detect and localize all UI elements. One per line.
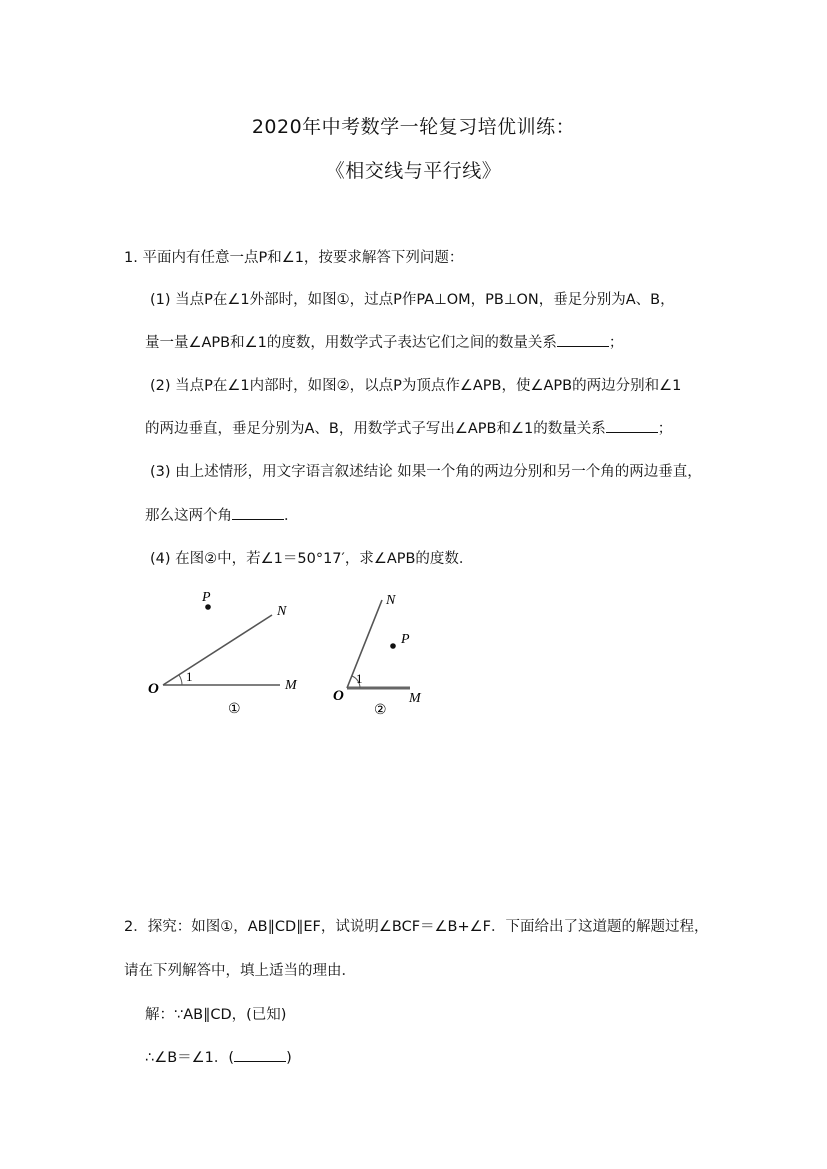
question-1-part3-line2 — [145, 504, 299, 525]
question-1-part2-line2 — [145, 417, 672, 438]
label-P: P — [202, 590, 211, 605]
answer-blank-2[interactable] — [606, 418, 658, 433]
document-title-line1: 2020年中考数学一轮复习培优训练： — [251, 116, 576, 138]
step-text: ∴∠B＝∠1．( — [145, 1050, 235, 1066]
part1-text: 量一量∠APB和∠1的度数，用数学式子表达它们之间的数量关系 — [145, 335, 557, 351]
figure-2 — [325, 585, 440, 720]
punct-period: ． — [284, 508, 299, 524]
label-N: N — [277, 604, 287, 619]
label-P: P — [401, 632, 410, 647]
punct-semicolon: ； — [657, 421, 673, 437]
figure-1-caption: ① — [228, 702, 241, 717]
angle-arc — [179, 675, 182, 685]
part3-text: 那么这两个角 — [145, 508, 232, 524]
point-P — [390, 643, 396, 649]
question-2-line1: 2．探究：如图①，AB∥CD∥EF，试说明∠BCF＝∠B+∠F．下面给出了这道题的解题过程， — [124, 919, 709, 935]
figure-2-caption: ② — [374, 703, 387, 718]
answer-blank-1[interactable] — [557, 332, 609, 347]
label-N: N — [386, 593, 396, 608]
question-2-line2: 请在下列解答中，填上适当的理由． — [124, 963, 356, 979]
question-2-line4 — [145, 1046, 292, 1067]
question-2-line3: 解：∵AB∥CD，(已知) — [145, 1007, 287, 1023]
question-1-part2-line1: (2) 当点P在∠1内部时，如图②，以点P为顶点作∠APB，使∠APB的两边分别和∠1 — [150, 378, 682, 394]
answer-blank-3[interactable] — [232, 505, 284, 520]
label-angle-1: 1 — [356, 671, 363, 686]
question-1-part1-line2 — [145, 331, 623, 352]
label-O: O — [148, 681, 159, 697]
label-M: M — [285, 678, 297, 693]
answer-blank-reason[interactable] — [234, 1047, 286, 1062]
question-1-part3-line1: (3) 由上述情形，用文字语言叙述结论 如果一个角的两边分别和另一个角的两边垂直， — [150, 464, 702, 480]
punct-semicolon: ； — [608, 335, 624, 351]
question-1-part1-line1: (1) 当点P在∠1外部时，如图①，过点P作PA⊥OM，PB⊥ON，垂足分别为A、B， — [150, 292, 675, 308]
part2-text: 的两边垂直，垂足分别为A、B，用数学式子写出∠APB和∠1的数量关系 — [145, 421, 606, 437]
label-O: O — [333, 688, 344, 704]
label-angle-1: 1 — [186, 669, 193, 684]
question-1-text: 平面内有任意一点P和∠1，按要求解答下列问题： — [142, 250, 464, 266]
point-P — [205, 604, 211, 610]
closing-paren: ) — [286, 1050, 292, 1066]
figure-1 — [140, 585, 310, 720]
ray-ON — [347, 600, 382, 688]
document-title-line2: 《相交线与平行线》 — [325, 160, 502, 182]
label-M: M — [409, 691, 421, 706]
question-1-part4: (4) 在图②中，若∠1＝50°17′，求∠APB的度数． — [150, 551, 474, 567]
ray-ON — [163, 615, 272, 685]
question-1-stem — [124, 246, 463, 267]
question-1-number: 1. — [124, 250, 138, 266]
